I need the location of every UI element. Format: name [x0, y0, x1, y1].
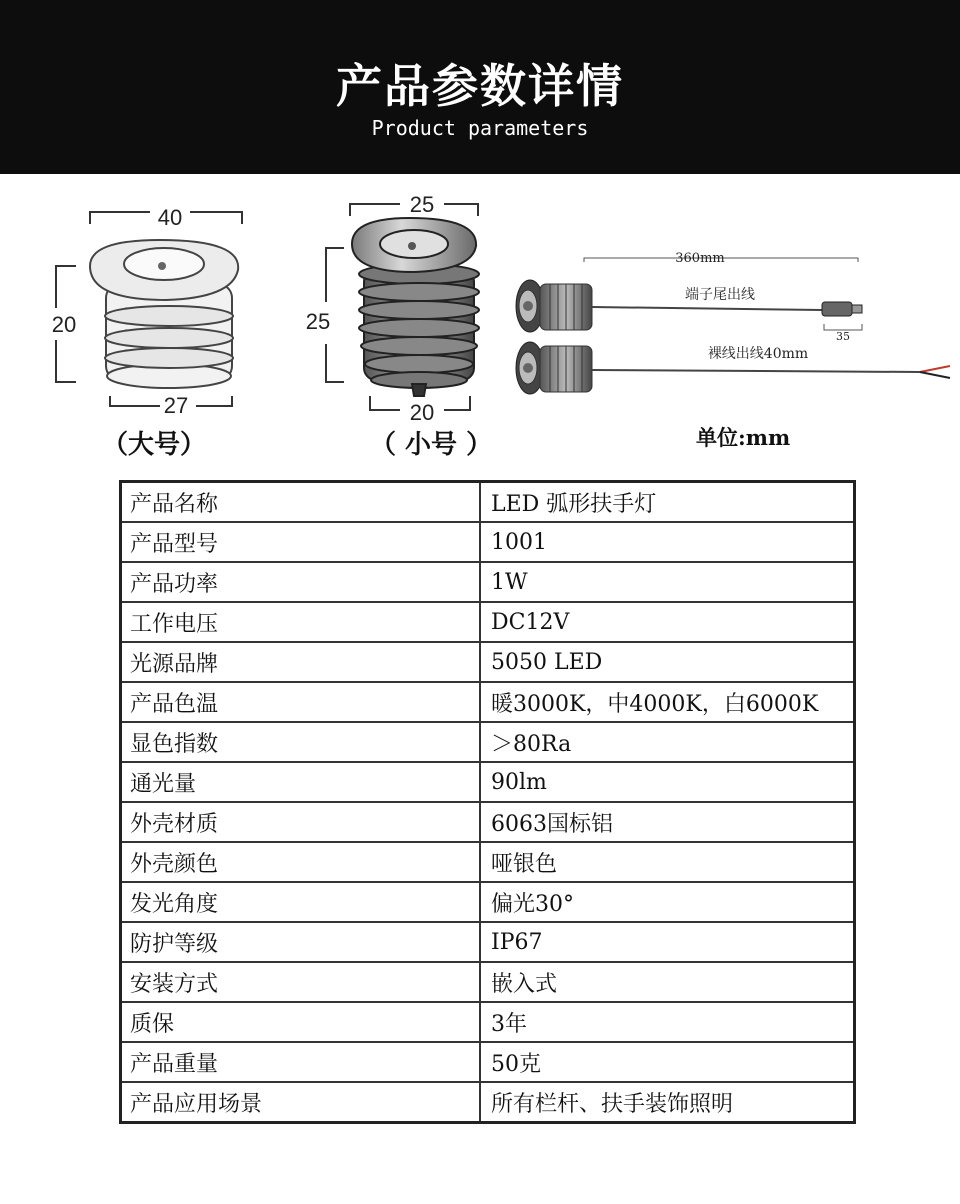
cable-drawing [516, 251, 950, 394]
table-row [121, 1042, 855, 1082]
terminal-wire-label: 端子尾出线 [685, 287, 755, 303]
spec-key: 显色指数 [121, 722, 481, 762]
spec-key: 外壳材质 [121, 802, 481, 842]
table-row [121, 842, 855, 882]
spec-value: IP67 [480, 922, 855, 962]
table-row [121, 1002, 855, 1042]
bare-wire-label: 裸线出线40mm [707, 346, 809, 362]
spec-value: ＞80Ra [480, 722, 855, 762]
cable-length-label: 360mm [675, 251, 725, 266]
spec-key: 产品重量 [121, 1042, 481, 1082]
table-row [121, 762, 855, 802]
table-row [121, 922, 855, 962]
spec-value: 偏光30° [480, 882, 855, 922]
spec-value: 哑银色 [480, 842, 855, 882]
connector-length-label: 35 [836, 330, 850, 343]
page-subtitle: Product parameters [371, 116, 589, 140]
spec-value: 暖3000K，中4000K，白6000K [480, 682, 855, 722]
spec-key: 光源品牌 [121, 642, 481, 682]
table-row [121, 1082, 855, 1123]
large-top-width: 40 [157, 205, 183, 230]
small-bottom-width: 20 [409, 400, 435, 425]
small-top-width: 25 [409, 192, 435, 217]
spec-value: LED 弧形扶手灯 [480, 482, 855, 523]
spec-value: 6063国标铝 [480, 802, 855, 842]
spec-key: 防护等级 [121, 922, 481, 962]
spec-value: 3年 [480, 1002, 855, 1042]
page-header [0, 0, 960, 174]
spec-key: 外壳颜色 [121, 842, 481, 882]
spec-value: 90lm [480, 762, 855, 802]
spec-value: 1001 [480, 522, 855, 562]
spec-value: 1W [480, 562, 855, 602]
table-row [121, 682, 855, 722]
spec-key: 工作电压 [121, 602, 481, 642]
table-row [121, 602, 855, 642]
spec-key: 产品名称 [121, 482, 481, 523]
large-height: 20 [51, 312, 77, 337]
large-light-drawing [52, 205, 242, 418]
spec-key: 产品应用场景 [121, 1082, 481, 1123]
table-row [121, 802, 855, 842]
unit-label: 单位:mm [696, 425, 791, 450]
small-caption: （ 小号 ） [370, 430, 493, 460]
small-height: 25 [305, 309, 331, 334]
spec-key: 发光角度 [121, 882, 481, 922]
table-row [121, 482, 855, 523]
small-light-drawing [306, 192, 479, 425]
spec-value: DC12V [480, 602, 855, 642]
table-row [121, 882, 855, 922]
spec-key: 安装方式 [121, 962, 481, 1002]
large-bottom-width: 27 [163, 393, 189, 418]
spec-key: 通光量 [121, 762, 481, 802]
spec-value: 5050 LED [480, 642, 855, 682]
spec-value: 嵌入式 [480, 962, 855, 1002]
large-caption: （大号） [102, 430, 207, 460]
spec-value: 所有栏杆、扶手装饰照明 [480, 1082, 855, 1123]
page-title: 产品参数详情 [336, 59, 624, 113]
spec-key: 产品型号 [121, 522, 481, 562]
spec-key: 质保 [121, 1002, 481, 1042]
spec-table [119, 480, 856, 1124]
table-row [121, 522, 855, 562]
table-row [121, 642, 855, 682]
spec-key: 产品色温 [121, 682, 481, 722]
table-row [121, 722, 855, 762]
table-row [121, 562, 855, 602]
table-row [121, 962, 855, 1002]
spec-value: 50克 [480, 1042, 855, 1082]
spec-key: 产品功率 [121, 562, 481, 602]
